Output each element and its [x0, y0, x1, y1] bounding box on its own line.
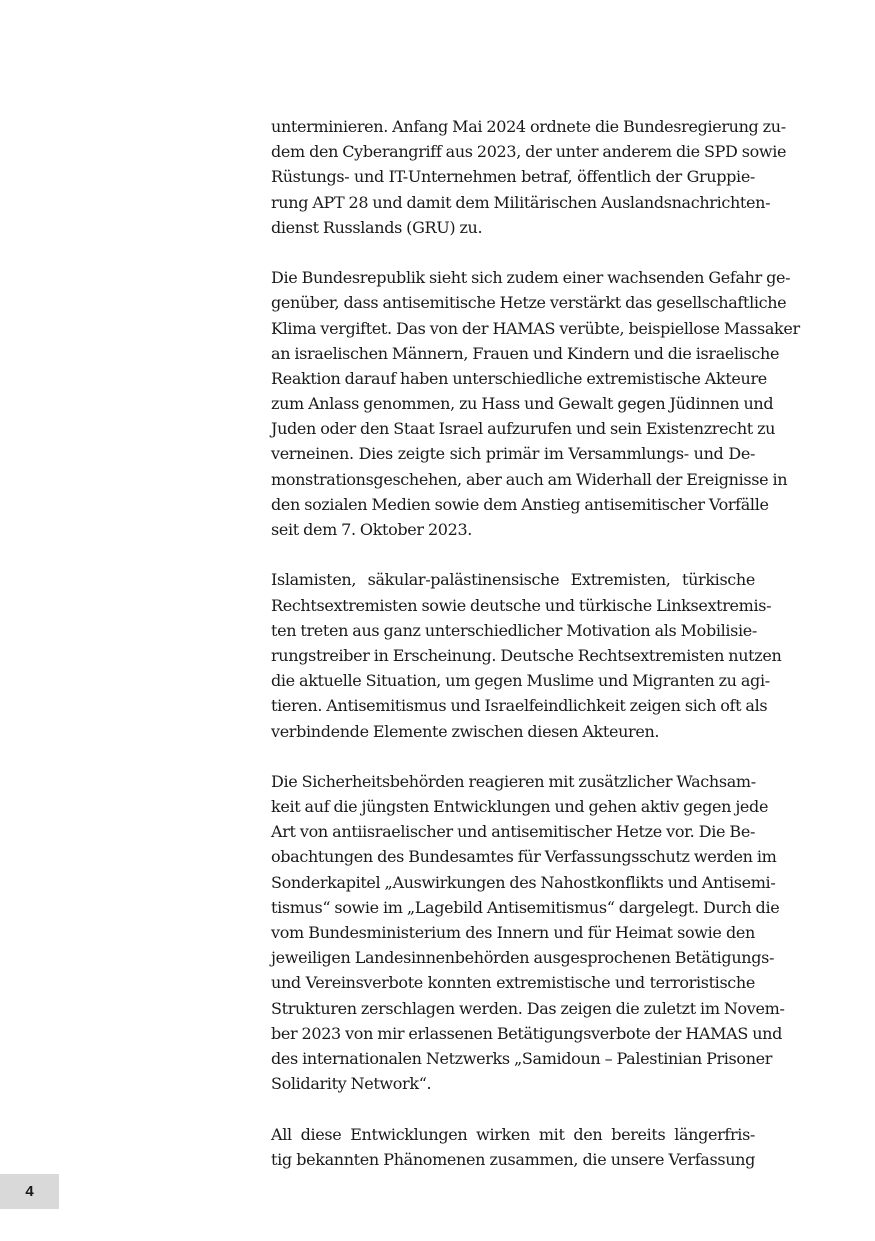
text-line: des internationalen Netzwerks „Samidoun – Palestinian Prisoner — [271, 1048, 773, 1068]
text-line: rung APT 28 und damit dem Militärischen Auslandsnachrichten- — [271, 192, 771, 212]
text-line: Islamisten, säkular-palästinensische Extremisten, türkische — [271, 570, 755, 590]
body-text — [271, 114, 800, 1197]
text-line: unterminieren. Anfang Mai 2024 ordnete die Bundesregierung zu- — [271, 117, 786, 136]
text-line: den sozialen Medien sowie dem Anstieg antisemitischer Vorfälle — [271, 494, 769, 514]
text-line: seit dem 7. Oktober 2023. — [271, 520, 473, 539]
text-line: jeweiligen Landesinnenbehörden ausgesprochenen Betätigungs- — [271, 948, 775, 968]
text-line: Rüstungs- und IT-Unternehmen betraf, öffentlich der Gruppie- — [271, 167, 755, 187]
text-line: Reaktion darauf haben unterschiedliche extremistische Akteure — [271, 368, 767, 388]
text-line: und Vereinsverbote konnten extremistische und terroristische — [271, 973, 755, 993]
text-line: die aktuelle Situation, um gegen Muslime und Migranten zu agi- — [271, 671, 770, 691]
text-line: genüber, dass antisemitische Hetze verstärkt das gesellschaftliche — [271, 293, 787, 313]
text-line: tieren. Antisemitismus und Israelfeindlichkeit zeigen sich oft als — [271, 696, 768, 716]
text-line: All diese Entwicklungen wirken mit den bereits längerfris- — [271, 1124, 755, 1144]
text-line: keit auf die jüngsten Entwicklungen und gehen aktiv gegen jede — [271, 797, 769, 817]
text-line: monstrationsgeschehen, aber auch am Widerhall der Ereignisse in — [271, 469, 788, 489]
text-line: obachtungen des Bundesamtes für Verfassungsschutz werden im — [271, 847, 777, 867]
text-line: Art von antiisraelischer und antisemitischer Hetze vor. Die Be- — [271, 822, 755, 842]
text-line: tig bekannten Phänomenen zusammen, die unsere Verfassung — [271, 1149, 755, 1169]
text-line: Juden oder den Staat Israel aufzurufen und sein Existenzrecht zu — [271, 419, 776, 439]
text-line: dienst Russlands (GRU) zu. — [271, 217, 483, 237]
text-line: verneinen. Dies zeigte sich primär im Versammlungs- und De- — [271, 444, 755, 464]
text-line: rungstreiber in Erscheinung. Deutsche Rechtsextremisten nutzen — [271, 645, 782, 665]
text-line: vom Bundesministerium des Innern und für Heimat sowie den — [271, 923, 755, 942]
text-line: Klima vergiftet. Das von der HAMAS verübte, beispiellose Massaker — [271, 318, 800, 338]
text-line: Rechtsextremisten sowie deutsche und türkische Linksextremis- — [271, 595, 772, 615]
page-number-tab — [0, 1174, 59, 1209]
page-number: 4 — [25, 1183, 34, 1200]
text-line: Solidarity Network“. — [271, 1074, 432, 1094]
paragraph-developments — [271, 1122, 755, 1172]
paragraph-cyberattack — [271, 114, 787, 240]
text-line: dem den Cyberangriff aus 2023, der unter anderem die SPD sowie — [271, 142, 787, 162]
text-line: verbindende Elemente zwischen diesen Akteuren. — [271, 721, 660, 741]
text-line: Die Bundesrepublik sieht sich zudem einer wachsenden Gefahr ge- — [271, 268, 791, 288]
text-line: Die Sicherheitsbehörden reagieren mit zusätzlicher Wachsam- — [271, 771, 756, 791]
text-line: ber 2023 von mir erlassenen Betätigungsverbote der HAMAS und — [271, 1023, 783, 1043]
paragraph-extremists — [271, 567, 782, 743]
text-line: Strukturen zerschlagen werden. Das zeigen die zuletzt im Novem- — [271, 998, 785, 1018]
paragraph-security-authorities — [271, 769, 785, 1096]
paragraph-antisemitism — [271, 265, 800, 542]
text-line: Sonderkapitel „Auswirkungen des Nahostkonflikts und Antisemi- — [271, 872, 776, 892]
text-line: an israelischen Männern, Frauen und Kindern und die israelische — [271, 343, 780, 363]
text-line: zum Anlass genommen, zu Hass und Gewalt gegen Jüdinnen und — [271, 394, 774, 414]
text-line: tismus“ sowie im „Lagebild Antisemitismus“ dargelegt. Durch die — [271, 897, 780, 917]
text-line: ten treten aus ganz unterschiedlicher Motivation als Mobilisie- — [271, 620, 757, 640]
